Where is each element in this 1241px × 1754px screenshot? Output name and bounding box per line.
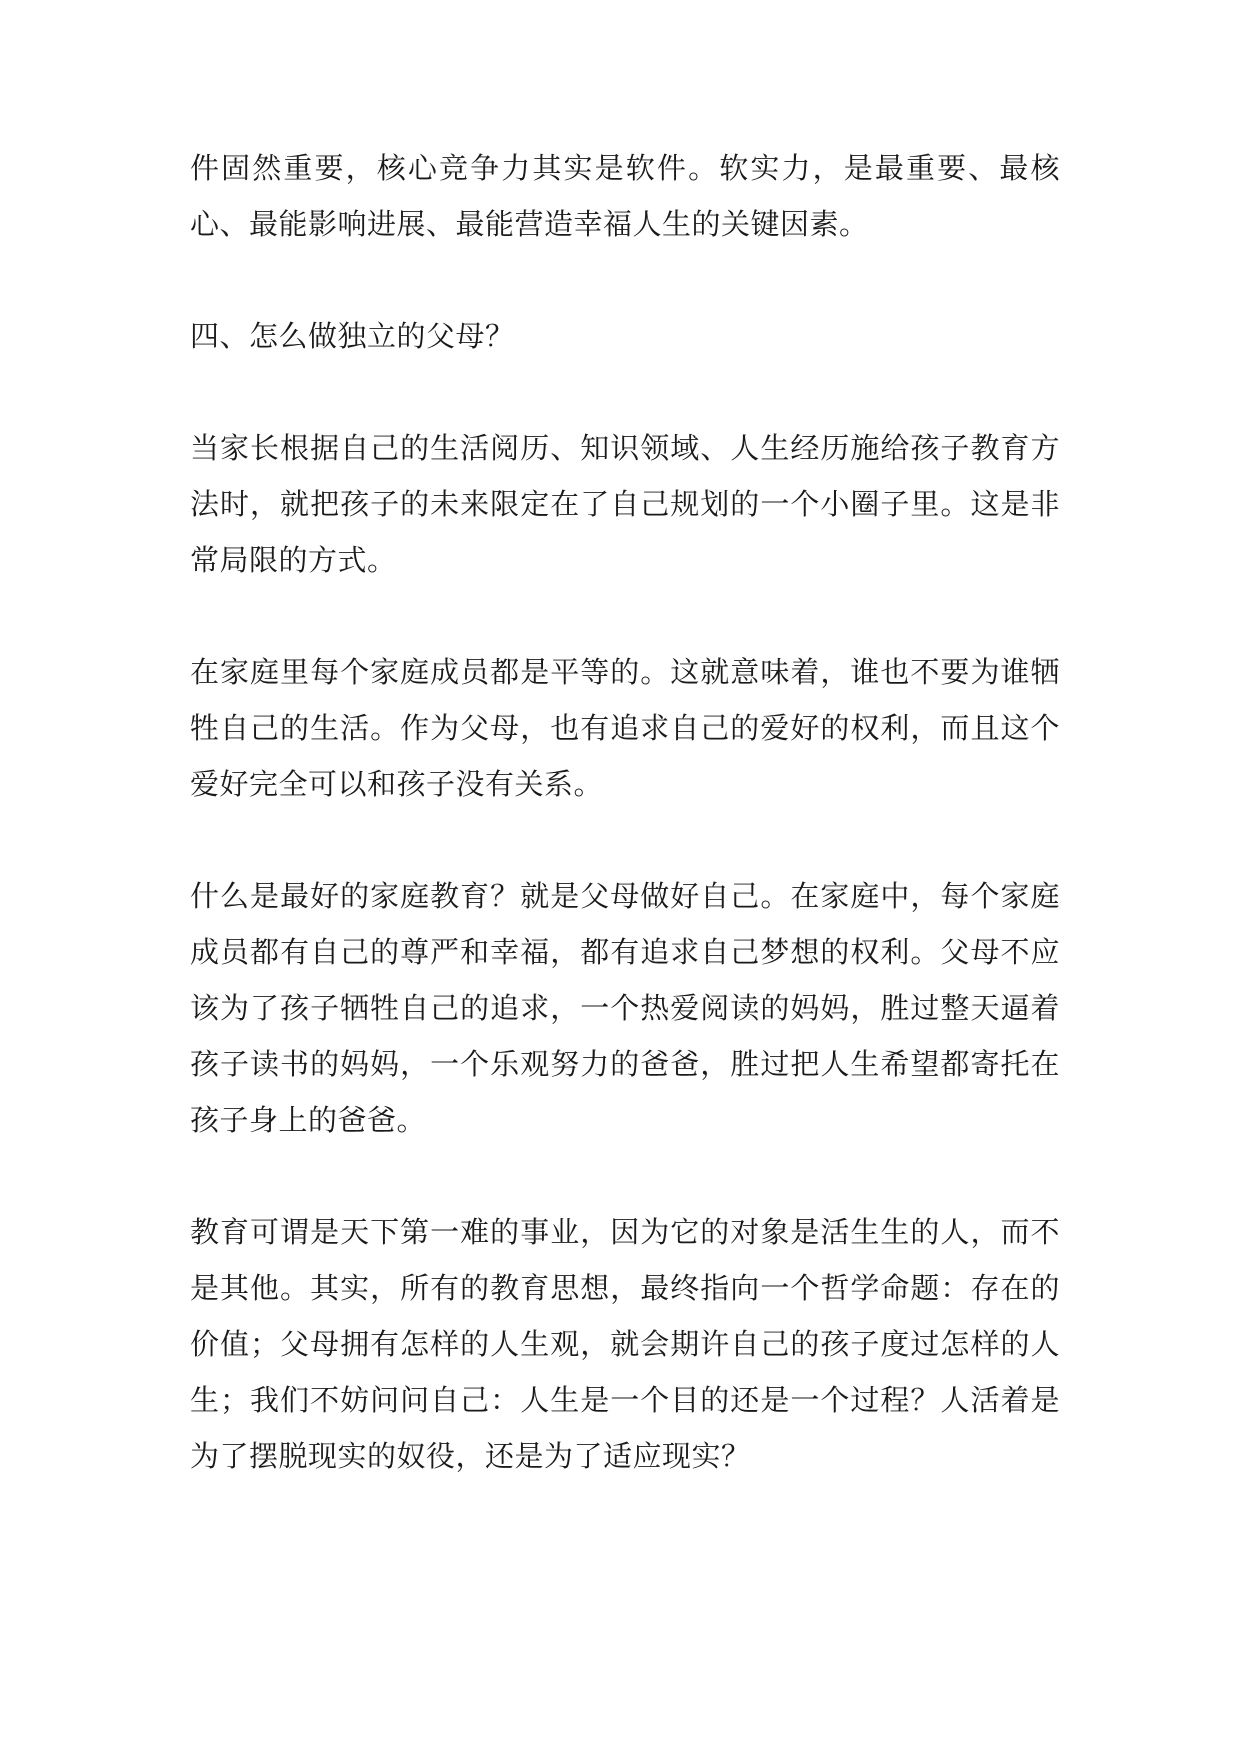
paragraph: 教育可谓是天下第一难的事业，因为它的对象是活生生的人，而不是其他。其实，所有的教育思想，最终指向一个哲学命题：存在的价值；父母拥有怎样的人生观，就会期许自己的孩子度过怎样的人生；我们不妨问问自己：人生是一个目的还是一个过程？人活着是为了摆脱现实的奴役，还是为了适应现实？: [190, 1215, 1060, 1473]
paragraph-continued: 件固然重要，核心竞争力其实是软件。软实力，是最重要、最核心、最能影响进展、最能营造幸福人生的关键因素。: [190, 151, 1060, 241]
paragraph: 当家长根据自己的生活阅历、知识领域、人生经历施给孩子教育方法时，就把孩子的未来限定在了自己规划的一个小圈子里。这是非常局限的方式。: [190, 431, 1060, 577]
document-body: [190, 140, 1060, 1540]
paragraph: 在家庭里每个家庭成员都是平等的。这就意味着，谁也不要为谁牺牲自己的生活。作为父母，也有追求自己的爱好的权利，而且这个爱好完全可以和孩子没有关系。: [190, 655, 1060, 801]
paragraph: 什么是最好的家庭教育？就是父母做好自己。在家庭中，每个家庭成员都有自己的尊严和幸福，都有追求自己梦想的权利。父母不应该为了孩子牺牲自己的追求，一个热爱阅读的妈妈，胜过整天逼着孩子读书的妈妈，一个乐观努力的爸爸，胜过把人生希望都寄托在孩子身上的爸爸。: [190, 879, 1060, 1137]
section-heading: 四、怎么做独立的父母？: [190, 319, 515, 353]
